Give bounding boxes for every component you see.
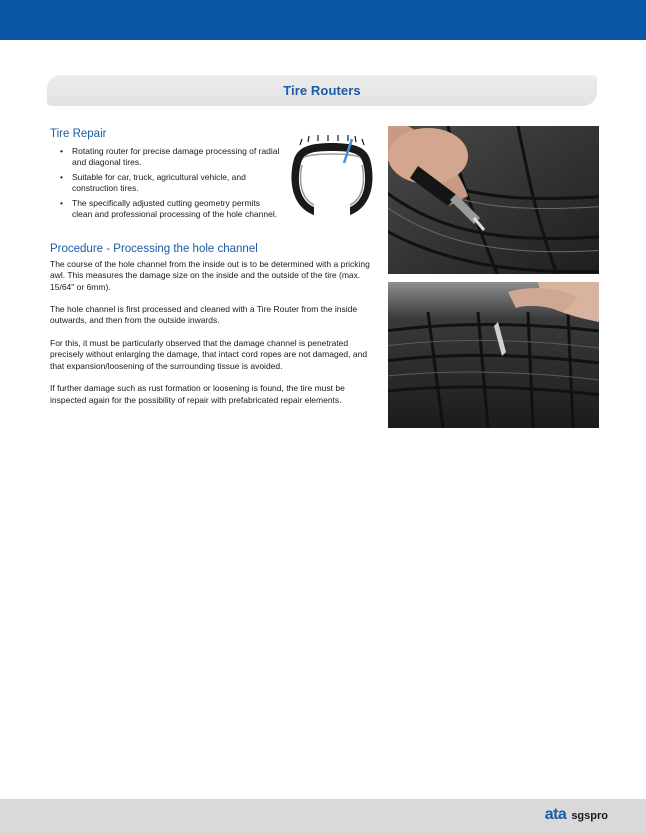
company-logo	[545, 806, 608, 826]
list-item: • Rotating router for precise damage processing of radial and diagonal tires.	[60, 146, 280, 167]
tire-router-photo	[388, 126, 599, 274]
pricking-awl-photo	[388, 282, 599, 428]
list-item: • Suitable for car, truck, agricultural vehicle, and construction tires.	[60, 172, 280, 193]
tire-cross-section-diagram	[286, 135, 378, 223]
paragraph: If further damage such as rust formation or loosening is found, the tire must be inspected again for the possibility of repair with prefabricated repair elements.	[50, 383, 345, 405]
logo-mark: ata	[544, 806, 567, 823]
header-bar	[0, 0, 646, 40]
title-banner	[47, 75, 597, 106]
paragraph: For this, it must be particularly observed that the damage channel is penetrated precisely without enlarging the damage, that intact cord ropes are not damaged, and that expansion/loosening of the surrounding tissue is avoided.	[50, 338, 368, 371]
procedure-heading: Procedure - Processing the hole channel	[50, 243, 258, 255]
tire-repair-heading: Tire Repair	[50, 128, 107, 140]
paragraph: The hole channel is first processed and cleaned with a Tire Router from the inside outwards, and then from the outside inwards.	[50, 304, 358, 326]
paragraph: The course of the hole channel from the inside out is to be determined with a pricking awl. This measures the damage size on the inside and the outside of the tire (max. 15/64" or 6mm).	[50, 259, 370, 292]
tire-repair-list	[60, 146, 280, 225]
list-item: • The specifically adjusted cutting geometry permits clean and professional processing of the hole channel.	[60, 198, 280, 219]
logo-wordmark: sgspro	[571, 810, 608, 822]
procedure-text	[50, 259, 370, 417]
page-title: Tire Routers	[283, 83, 361, 98]
